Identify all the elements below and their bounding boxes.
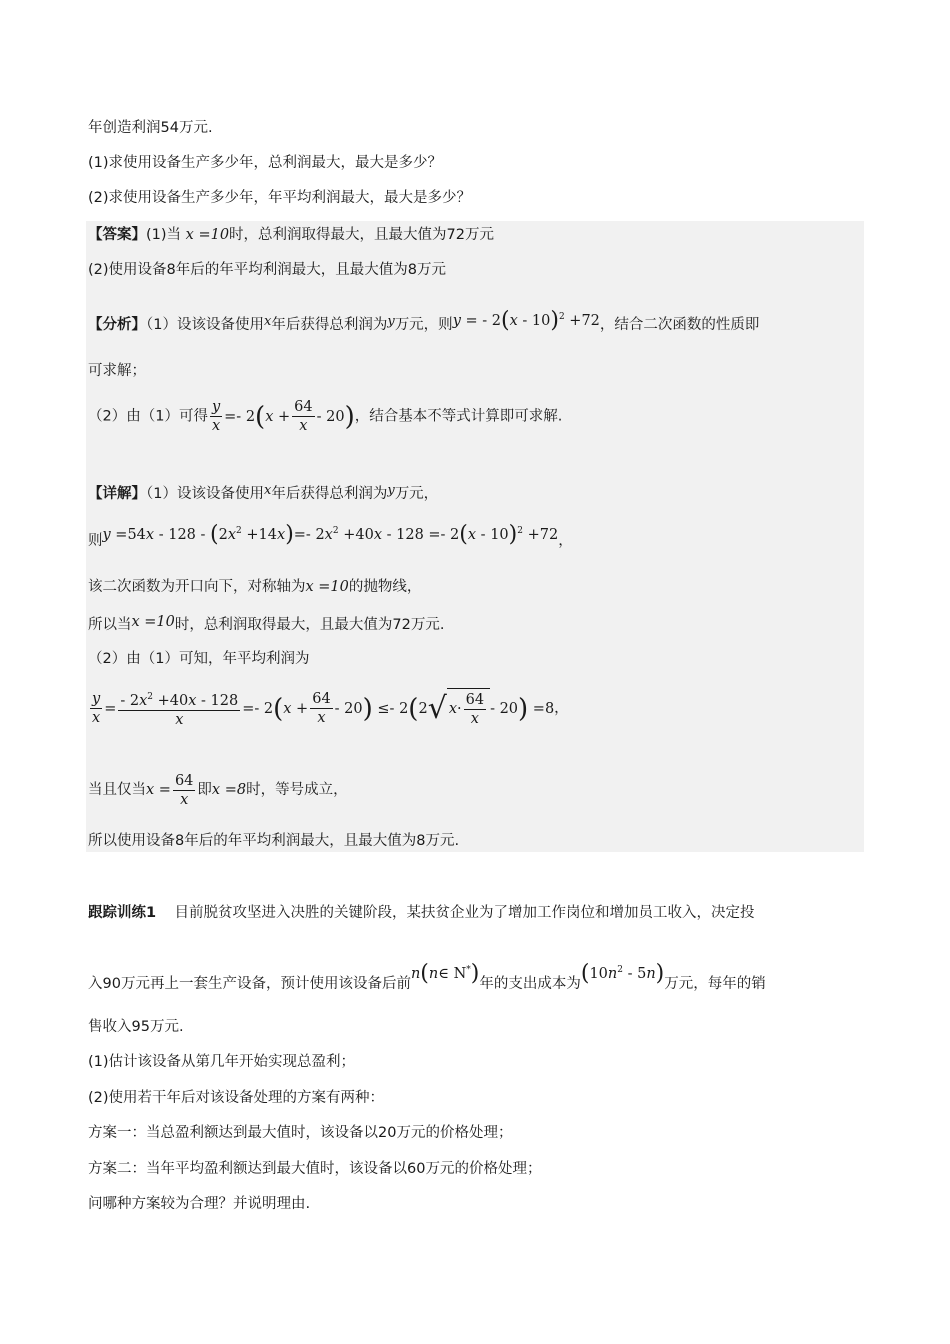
math-cost: $(10n^2 - 5n)$ bbox=[580, 960, 665, 986]
detail-label: 【详解】 bbox=[88, 486, 146, 502]
detail-line-4: 所以当x =10时，总利润取得最大，且最大值为72万元. bbox=[88, 614, 445, 633]
math-x-eq-10: x =10 bbox=[185, 227, 230, 243]
training-label: 跟踪训练1 bbox=[88, 905, 157, 921]
intro-tail: 年创造利润54万元. bbox=[88, 120, 213, 136]
math-average-formula: $\frac{y}{x}$ =- 2(x + $\frac{64}{x}$ - 20) bbox=[211, 399, 355, 434]
detail-line-7: 当且仅当x = $\frac{64}{x}$ 即x =8时，等号成立， bbox=[88, 772, 348, 808]
analysis-line-1: 【分析】（1）设该设备使用x年后获得总利润为y万元，则y = - 2(x - 10)$^2$ +72，结合二次函数的性质即 bbox=[88, 307, 760, 333]
math-axis: x =10 bbox=[305, 579, 349, 595]
training-plan-2: 方案二：当年平均盈利额达到最大值时，该设备以60万元的价格处理； bbox=[88, 1161, 542, 1177]
analysis-line-2: （2）由（1）可得 $\frac{y}{x}$ =- 2(x + $\frac{64}{x}$ - 20)，结合基本不等式计算即可求解. bbox=[88, 399, 563, 434]
question-1: (1)求使用设备生产多少年，总利润最大，最大是多少？ bbox=[88, 155, 443, 171]
training-line-1: 跟踪训练1 目前脱贫攻坚进入决胜的关键阶段，某扶贫企业为了增加工作岗位和增加员工收入，决定投 bbox=[88, 905, 755, 921]
training-line-3: 售收入95万元. bbox=[88, 1019, 184, 1035]
training-ask: 问哪种方案较为合理？并说明理由. bbox=[88, 1196, 311, 1212]
analysis-line-1-cont: 可求解； bbox=[88, 363, 146, 379]
math-profit-formula: y = - 2(x - 10)$^2$ +72 bbox=[452, 307, 600, 333]
training-question-2: (2)使用若干年后对该设备处理的方案有两种： bbox=[88, 1090, 385, 1106]
math-expansion: $y =54x - 128 - (2x^2 +14x)=-$ $2x^2 +40x - 128 =- 2(x - 10)^2 +72$ bbox=[102, 521, 559, 547]
answer-line-1: 【答案】(1)当 x =10时，总利润取得最大，且最大值为72万元 bbox=[88, 227, 494, 243]
detail-line-2: 则$y =54x - 128 - (2x^2 +14x)=-$ $2x^2 +40x - 128 =- 2(x - 10)^2 +72$， bbox=[88, 521, 573, 549]
training-line-2: 入90万元再上一套生产设备，预计使用该设备后前n(n∈ N*)年的支出成本为$(10n^2 - 5n)$万元，每年的销 bbox=[88, 960, 766, 992]
answer-label: 【答案】 bbox=[88, 227, 146, 243]
answer-line-2: (2)使用设备8年后的年平均利润最大，且最大值为8万元 bbox=[88, 262, 446, 278]
math-n-in-N: n(n∈ N*) bbox=[410, 960, 480, 986]
detail-line-3: 该二次函数为开口向下，对称轴为x =10的抛物线， bbox=[88, 579, 422, 595]
training-plan-1: 方案一：当总盈利额达到最大值时，该设备以20万元的价格处理； bbox=[88, 1125, 513, 1141]
math-inequality: $\frac{y}{x}$ = $\frac{- 2x^2 +40x - 128}{x}$ =- 2(x + $\frac{64}{x}$ - 20) ≤- 2(2 √ x · $\frac{64}{x}$ - 20) =8 bbox=[88, 701, 554, 717]
question-2: (2)求使用设备生产多少年，年平均利润最大，最大是多少？ bbox=[88, 190, 472, 206]
detail-line-6: $\frac{y}{x}$ = $\frac{- 2x^2 +40x - 128}{x}$ =- 2(x + $\frac{64}{x}$ - 20) ≤- 2(2 √ x · $\frac{64}{x}$ - 20) =8， bbox=[88, 688, 569, 729]
training-question-1: (1)估计该设备从第几年开始实现总盈利； bbox=[88, 1054, 356, 1070]
detail-line-8: 所以使用设备8年后的年平均利润最大，且最大值为8万元. bbox=[88, 833, 460, 849]
detail-line-1: 【详解】（1）设该设备使用x年后获得总利润为y万元， bbox=[88, 483, 439, 502]
analysis-label: 【分析】 bbox=[88, 316, 146, 333]
detail-line-5: （2）由（1）可知，年平均利润为 bbox=[88, 651, 310, 667]
